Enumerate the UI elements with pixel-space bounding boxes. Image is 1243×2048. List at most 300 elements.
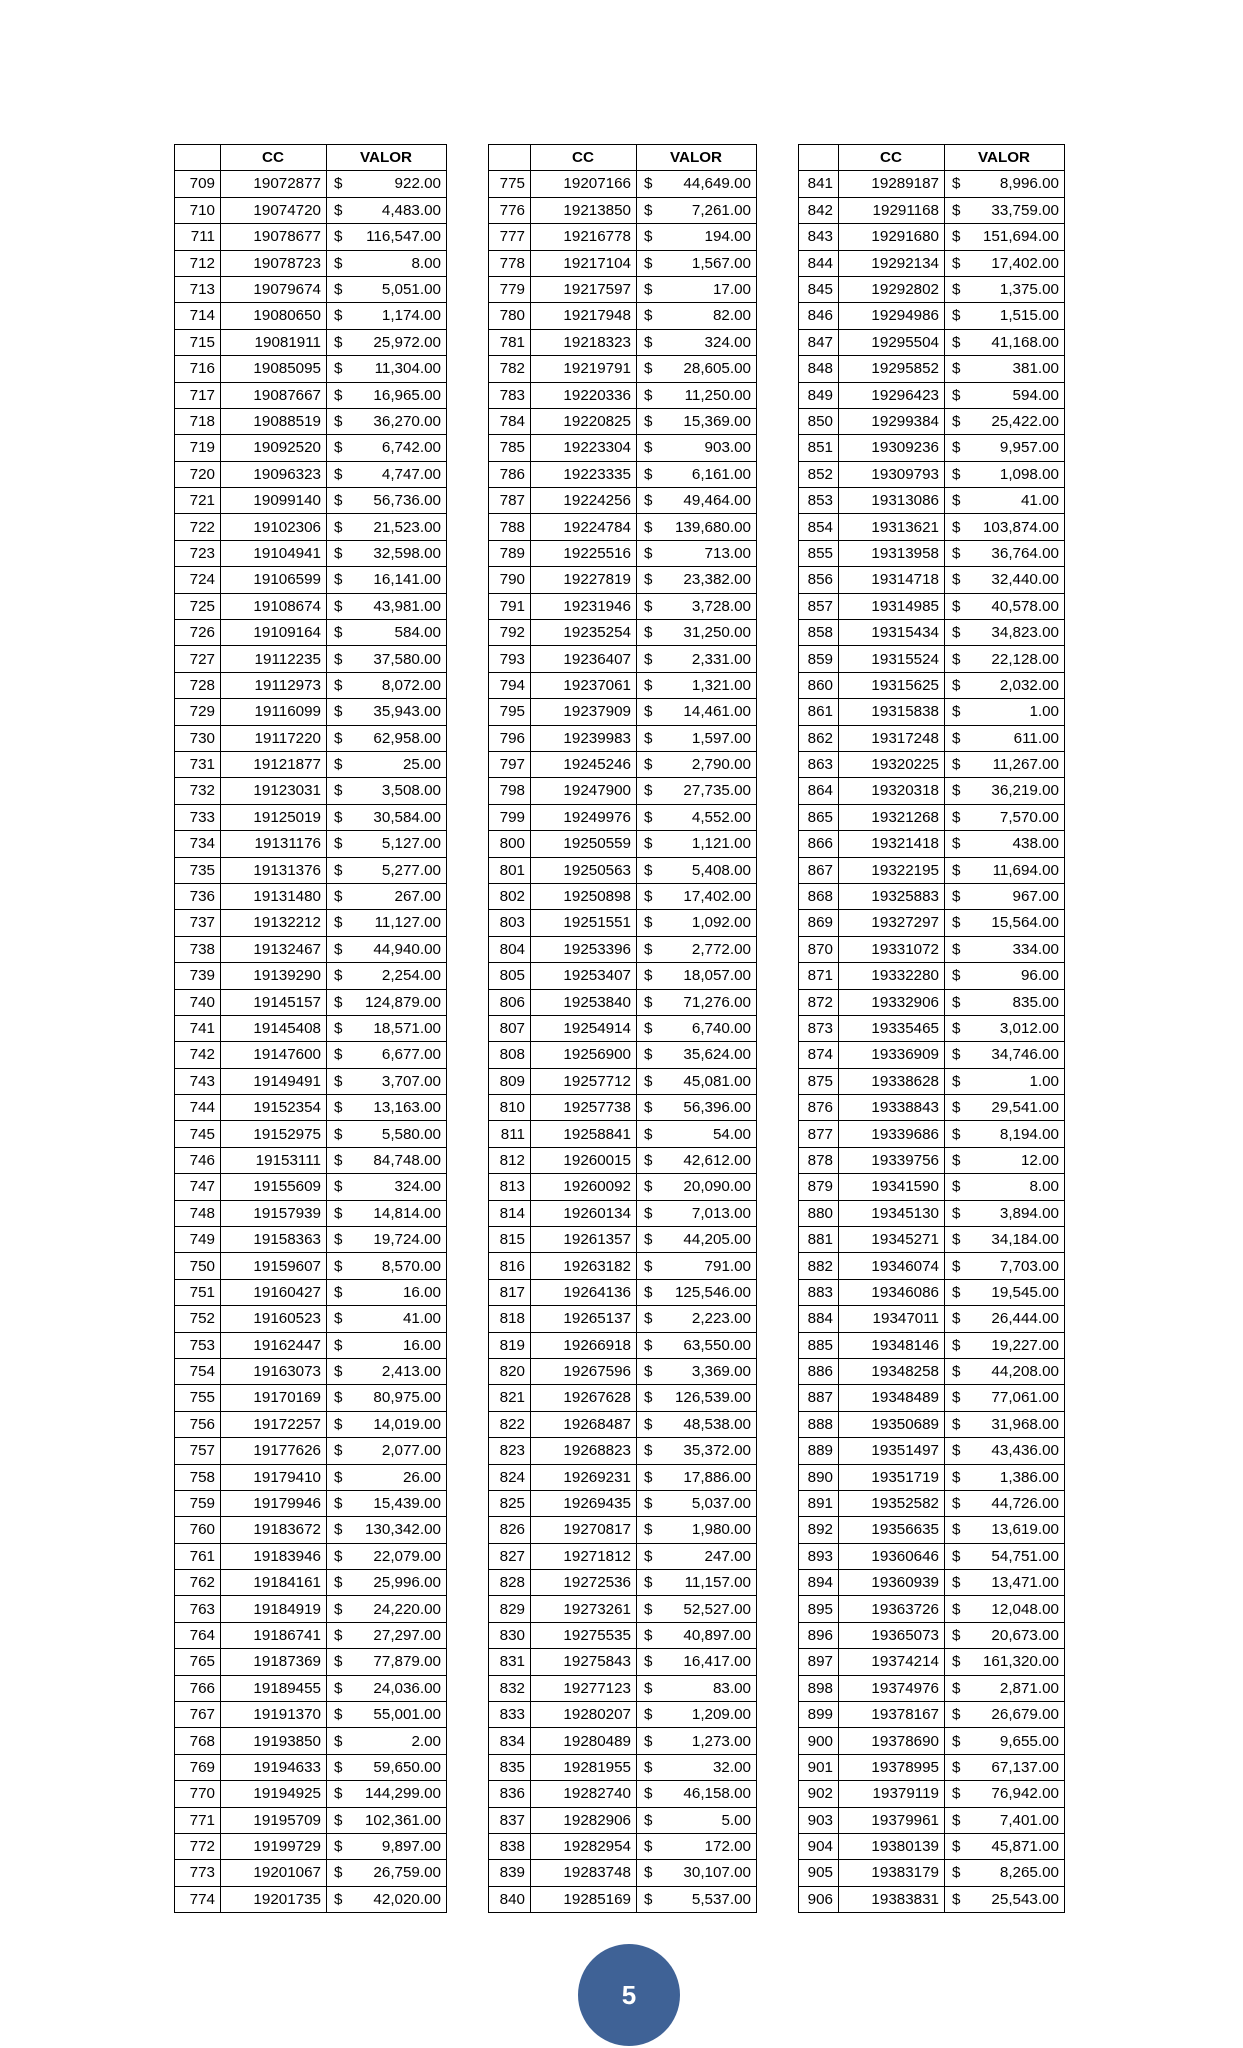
cc-value: 19249976 (531, 804, 637, 830)
table-row (799, 910, 1065, 936)
valor-amount: 8.00 (1029, 1178, 1059, 1196)
table-row (799, 593, 1065, 619)
valor-cell (637, 672, 757, 698)
row-index: 844 (799, 250, 839, 276)
currency-symbol: $ (644, 676, 653, 694)
valor-amount: 62,958.00 (373, 729, 441, 747)
cc-value: 19223335 (531, 461, 637, 487)
row-index: 845 (799, 276, 839, 302)
table-row (799, 1438, 1065, 1464)
valor-amount: 20,090.00 (683, 1178, 751, 1196)
row-index: 743 (175, 1068, 221, 1094)
gap-cell (447, 1754, 489, 1780)
gap-cell (447, 1517, 489, 1543)
cc-value: 19153111 (221, 1147, 327, 1173)
cc-value: 19267628 (531, 1385, 637, 1411)
currency-symbol: $ (952, 571, 961, 589)
valor-amount: 27,735.00 (683, 782, 751, 800)
gap-cell (447, 1675, 489, 1701)
row-index: 808 (489, 1042, 531, 1068)
table-row (799, 540, 1065, 566)
table-row (799, 646, 1065, 672)
valor-cell (327, 1279, 447, 1305)
currency-symbol: $ (952, 1626, 961, 1644)
valor-cell (637, 963, 757, 989)
valor-cell (945, 1385, 1065, 1411)
valor-amount: 5,051.00 (381, 281, 441, 299)
cc-value: 19296423 (839, 382, 945, 408)
row-index: 867 (799, 857, 839, 883)
currency-symbol: $ (644, 1838, 653, 1856)
cc-value: 19149491 (221, 1068, 327, 1094)
row-index: 852 (799, 461, 839, 487)
valor-cell (327, 1174, 447, 1200)
currency-symbol: $ (952, 1415, 961, 1433)
valor-amount: 5,537.00 (691, 1890, 751, 1908)
currency-symbol: $ (952, 1231, 961, 1249)
currency-symbol: $ (334, 1547, 343, 1565)
currency-symbol: $ (334, 914, 343, 932)
table-row (799, 1332, 1065, 1358)
table-row (489, 435, 799, 461)
cc-value: 19280489 (531, 1728, 637, 1754)
currency-symbol: $ (334, 1231, 343, 1249)
cc-value: 19313958 (839, 540, 945, 566)
valor-amount: 36,764.00 (991, 544, 1059, 562)
valor-amount: 44,649.00 (683, 175, 751, 193)
table-row (489, 1543, 799, 1569)
gap-cell (447, 1464, 489, 1490)
valor-cell (945, 408, 1065, 434)
row-index: 884 (799, 1306, 839, 1332)
row-index: 831 (489, 1649, 531, 1675)
row-index: 827 (489, 1543, 531, 1569)
cc-value: 19237061 (531, 672, 637, 698)
valor-cell (945, 382, 1065, 408)
valor-amount: 835.00 (1012, 993, 1059, 1011)
row-index: 894 (799, 1570, 839, 1596)
table-row (175, 989, 489, 1015)
currency-symbol: $ (334, 1151, 343, 1169)
row-index: 860 (799, 672, 839, 698)
currency-symbol: $ (334, 254, 343, 272)
table-row (489, 646, 799, 672)
valor-amount: 4,747.00 (381, 465, 441, 483)
valor-amount: 25,996.00 (373, 1574, 441, 1592)
valor-cell (945, 593, 1065, 619)
valor-cell (327, 725, 447, 751)
valor-cell (637, 1649, 757, 1675)
valor-amount: 2,772.00 (691, 940, 751, 958)
row-index: 735 (175, 857, 221, 883)
currency-symbol: $ (334, 386, 343, 404)
valor-cell (637, 1596, 757, 1622)
valor-amount: 54.00 (712, 1125, 751, 1143)
cc-value: 19189455 (221, 1675, 327, 1701)
valor-amount: 76,942.00 (991, 1785, 1059, 1803)
gap-cell (447, 1358, 489, 1384)
cc-value: 19299384 (839, 408, 945, 434)
table-row (489, 1227, 799, 1253)
gap-cell (447, 488, 489, 514)
valor-amount: 56,736.00 (373, 492, 441, 510)
row-index: 728 (175, 672, 221, 698)
valor-cell (327, 1490, 447, 1516)
currency-symbol: $ (952, 1363, 961, 1381)
valor-amount: 2,790.00 (691, 756, 751, 774)
valor-amount: 48,538.00 (683, 1415, 751, 1433)
table-row (799, 1728, 1065, 1754)
cc-value: 19132467 (221, 936, 327, 962)
cc-value: 19253396 (531, 936, 637, 962)
table-row (175, 1860, 489, 1886)
gap-cell (447, 751, 489, 777)
table-row (175, 1200, 489, 1226)
table-row (799, 620, 1065, 646)
row-index: 814 (489, 1200, 531, 1226)
valor-amount: 713.00 (704, 544, 751, 562)
valor-amount: 45,081.00 (683, 1072, 751, 1090)
cc-value: 19116099 (221, 699, 327, 725)
table-row (175, 1279, 489, 1305)
valor-amount: 40,578.00 (991, 597, 1059, 615)
currency-symbol: $ (644, 1811, 653, 1829)
currency-symbol: $ (644, 1679, 653, 1697)
table-row (799, 1227, 1065, 1253)
table-row (799, 751, 1065, 777)
row-index: 830 (489, 1622, 531, 1648)
currency-symbol: $ (644, 1389, 653, 1407)
row-index: 781 (489, 329, 531, 355)
valor-cell (327, 1754, 447, 1780)
valor-cell (637, 883, 757, 909)
currency-symbol: $ (334, 465, 343, 483)
row-index: 869 (799, 910, 839, 936)
row-index: 759 (175, 1490, 221, 1516)
valor-amount: 52,527.00 (683, 1600, 751, 1618)
row-index: 807 (489, 1015, 531, 1041)
valor-cell (637, 250, 757, 276)
valor-cell (327, 1438, 447, 1464)
valor-cell (945, 1438, 1065, 1464)
valor-amount: 381.00 (1012, 360, 1059, 378)
currency-symbol: $ (952, 1310, 961, 1328)
valor-cell (945, 751, 1065, 777)
currency-symbol: $ (644, 175, 653, 193)
table-row (799, 699, 1065, 725)
table-row (175, 1042, 489, 1068)
currency-symbol: $ (952, 228, 961, 246)
gap-cell (757, 1543, 799, 1569)
gap-cell (447, 1728, 489, 1754)
row-index: 726 (175, 620, 221, 646)
table-row (799, 1306, 1065, 1332)
gap-cell (447, 435, 489, 461)
valor-amount: 267.00 (394, 888, 441, 906)
valor-cell (945, 488, 1065, 514)
valor-cell (637, 1358, 757, 1384)
row-index: 863 (799, 751, 839, 777)
valor-amount: 49,464.00 (683, 492, 751, 510)
gap-cell (757, 883, 799, 909)
table-row (799, 936, 1065, 962)
currency-symbol: $ (952, 307, 961, 325)
table-row (489, 1464, 799, 1490)
valor-cell (327, 382, 447, 408)
cc-value: 19109164 (221, 620, 327, 646)
currency-symbol: $ (334, 571, 343, 589)
valor-amount: 903.00 (704, 439, 751, 457)
currency-symbol: $ (952, 756, 961, 774)
table-row (489, 1358, 799, 1384)
valor-cell (327, 593, 447, 619)
table-row (175, 1253, 489, 1279)
table-row (489, 963, 799, 989)
currency-symbol: $ (334, 544, 343, 562)
table-row (175, 620, 489, 646)
cc-value: 19080650 (221, 303, 327, 329)
table-row (489, 910, 799, 936)
table-row (489, 1095, 799, 1121)
gap-cell (447, 831, 489, 857)
currency-symbol: $ (334, 650, 343, 668)
valor-amount: 6,677.00 (381, 1046, 441, 1064)
table-row (489, 1490, 799, 1516)
currency-symbol: $ (952, 1072, 961, 1090)
valor-cell (327, 804, 447, 830)
table-row (799, 1279, 1065, 1305)
header-cc: CC (839, 145, 945, 171)
currency-symbol: $ (644, 1178, 653, 1196)
valor-amount: 17.00 (712, 281, 751, 299)
valor-cell (327, 567, 447, 593)
currency-symbol: $ (334, 1204, 343, 1222)
valor-cell (945, 646, 1065, 672)
currency-symbol: $ (334, 1046, 343, 1064)
valor-amount: 8,570.00 (381, 1257, 441, 1275)
valor-cell (327, 1385, 447, 1411)
table-row (489, 1649, 799, 1675)
valor-cell (327, 540, 447, 566)
valor-cell (945, 1702, 1065, 1728)
cc-value: 19320318 (839, 778, 945, 804)
table-row (799, 831, 1065, 857)
row-index: 774 (175, 1886, 221, 1912)
valor-amount: 5,408.00 (691, 861, 751, 879)
table-row (799, 1860, 1065, 1886)
currency-symbol: $ (952, 1600, 961, 1618)
valor-cell (637, 514, 757, 540)
valor-amount: 2,223.00 (691, 1310, 751, 1328)
currency-symbol: $ (334, 1019, 343, 1037)
currency-symbol: $ (952, 967, 961, 985)
valor-amount: 46,158.00 (683, 1785, 751, 1803)
row-index: 720 (175, 461, 221, 487)
row-index: 904 (799, 1834, 839, 1860)
cc-value: 19213850 (531, 197, 637, 223)
valor-amount: 7,401.00 (999, 1811, 1059, 1829)
valor-cell (327, 224, 447, 250)
cc-value: 19345130 (839, 1200, 945, 1226)
table-row (799, 1834, 1065, 1860)
row-index: 858 (799, 620, 839, 646)
valor-cell (945, 1200, 1065, 1226)
valor-amount: 34,823.00 (991, 624, 1059, 642)
table-row (489, 672, 799, 698)
table-row (799, 1095, 1065, 1121)
valor-cell (637, 1543, 757, 1569)
gap-cell (447, 1306, 489, 1332)
cc-value: 19219791 (531, 356, 637, 382)
valor-amount: 96.00 (1020, 967, 1059, 985)
currency-symbol: $ (644, 1626, 653, 1644)
valor-amount: 35,372.00 (683, 1442, 751, 1460)
valor-cell (327, 857, 447, 883)
gap-cell (757, 831, 799, 857)
valor-amount: 1,098.00 (999, 465, 1059, 483)
gap-cell (757, 1095, 799, 1121)
currency-symbol: $ (644, 1574, 653, 1592)
gap-cell (447, 1095, 489, 1121)
table-row (489, 1147, 799, 1173)
currency-symbol: $ (644, 1758, 653, 1776)
valor-cell (327, 1886, 447, 1912)
valor-amount: 25.00 (402, 756, 441, 774)
valor-cell (637, 1834, 757, 1860)
valor-cell (637, 910, 757, 936)
valor-amount: 33,759.00 (991, 201, 1059, 219)
table-row (489, 778, 799, 804)
cc-value: 19217948 (531, 303, 637, 329)
table-row (489, 620, 799, 646)
valor-cell (637, 804, 757, 830)
valor-amount: 1,174.00 (381, 307, 441, 325)
table-row (175, 1675, 489, 1701)
currency-symbol: $ (644, 729, 653, 747)
valor-cell (945, 1807, 1065, 1833)
row-index: 888 (799, 1411, 839, 1437)
row-index: 834 (489, 1728, 531, 1754)
cc-value: 19271812 (531, 1543, 637, 1569)
currency-symbol: $ (952, 729, 961, 747)
valor-cell (327, 435, 447, 461)
table-row (175, 1622, 489, 1648)
valor-amount: 26,444.00 (991, 1310, 1059, 1328)
valor-amount: 324.00 (394, 1178, 441, 1196)
cc-value: 19260134 (531, 1200, 637, 1226)
valor-cell (327, 1068, 447, 1094)
currency-symbol: $ (644, 1468, 653, 1486)
currency-symbol: $ (952, 1468, 961, 1486)
currency-symbol: $ (644, 1019, 653, 1037)
valor-amount: 2,871.00 (999, 1679, 1059, 1697)
row-index: 818 (489, 1306, 531, 1332)
valor-amount: 20,673.00 (991, 1626, 1059, 1644)
valor-amount: 84,748.00 (373, 1151, 441, 1169)
table-row (489, 804, 799, 830)
row-index: 899 (799, 1702, 839, 1728)
gap-cell (447, 1200, 489, 1226)
currency-symbol: $ (334, 1125, 343, 1143)
valor-amount: 11,304.00 (374, 360, 441, 378)
currency-symbol: $ (334, 201, 343, 219)
valor-amount: 334.00 (1012, 940, 1059, 958)
currency-symbol: $ (644, 1890, 653, 1908)
data-table-3 (798, 144, 1065, 1913)
currency-symbol: $ (334, 228, 343, 246)
row-index: 842 (799, 197, 839, 223)
valor-cell (945, 303, 1065, 329)
cc-value: 19341590 (839, 1174, 945, 1200)
table-header-row (175, 145, 489, 171)
cc-value: 19360646 (839, 1543, 945, 1569)
valor-amount: 139,680.00 (674, 518, 751, 536)
cc-value: 19350689 (839, 1411, 945, 1437)
cc-value: 19269435 (531, 1490, 637, 1516)
cc-value: 19270817 (531, 1517, 637, 1543)
valor-amount: 6,742.00 (381, 439, 441, 457)
table-row (175, 1306, 489, 1332)
valor-cell (327, 1834, 447, 1860)
valor-cell (637, 171, 757, 197)
table-row (799, 1754, 1065, 1780)
cc-value: 19352582 (839, 1490, 945, 1516)
cc-value: 19191370 (221, 1702, 327, 1728)
row-index: 721 (175, 488, 221, 514)
cc-value: 19183946 (221, 1543, 327, 1569)
valor-cell (945, 171, 1065, 197)
table-row (175, 171, 489, 197)
currency-symbol: $ (644, 1151, 653, 1169)
valor-cell (945, 329, 1065, 355)
valor-cell (327, 408, 447, 434)
valor-amount: 67,137.00 (991, 1758, 1059, 1776)
currency-symbol: $ (952, 914, 961, 932)
cc-value: 19235254 (531, 620, 637, 646)
valor-cell (945, 1042, 1065, 1068)
valor-cell (327, 1860, 447, 1886)
valor-cell (327, 1411, 447, 1437)
cc-value: 19345271 (839, 1227, 945, 1253)
valor-amount: 8,265.00 (999, 1864, 1059, 1882)
valor-amount: 9,655.00 (999, 1732, 1059, 1750)
sheet-block-3 (798, 144, 1065, 1913)
cc-value: 19160523 (221, 1306, 327, 1332)
row-index: 747 (175, 1174, 221, 1200)
valor-cell (637, 1385, 757, 1411)
currency-symbol: $ (644, 782, 653, 800)
cc-value: 19261357 (531, 1227, 637, 1253)
cc-value: 19170169 (221, 1385, 327, 1411)
valor-amount: 42,612.00 (683, 1151, 751, 1169)
cc-value: 19163073 (221, 1358, 327, 1384)
cc-value: 19079674 (221, 276, 327, 302)
valor-cell (945, 699, 1065, 725)
table-row (489, 1121, 799, 1147)
currency-symbol: $ (952, 386, 961, 404)
valor-amount: 29,541.00 (991, 1099, 1059, 1117)
valor-cell (327, 1543, 447, 1569)
currency-symbol: $ (334, 1415, 343, 1433)
gap-cell (447, 1411, 489, 1437)
gap-cell (447, 1015, 489, 1041)
valor-amount: 19,545.00 (991, 1283, 1059, 1301)
gap-cell (447, 1279, 489, 1305)
currency-symbol: $ (644, 1363, 653, 1381)
currency-symbol: $ (644, 835, 653, 853)
cc-value: 19131176 (221, 831, 327, 857)
cc-value: 19217104 (531, 250, 637, 276)
